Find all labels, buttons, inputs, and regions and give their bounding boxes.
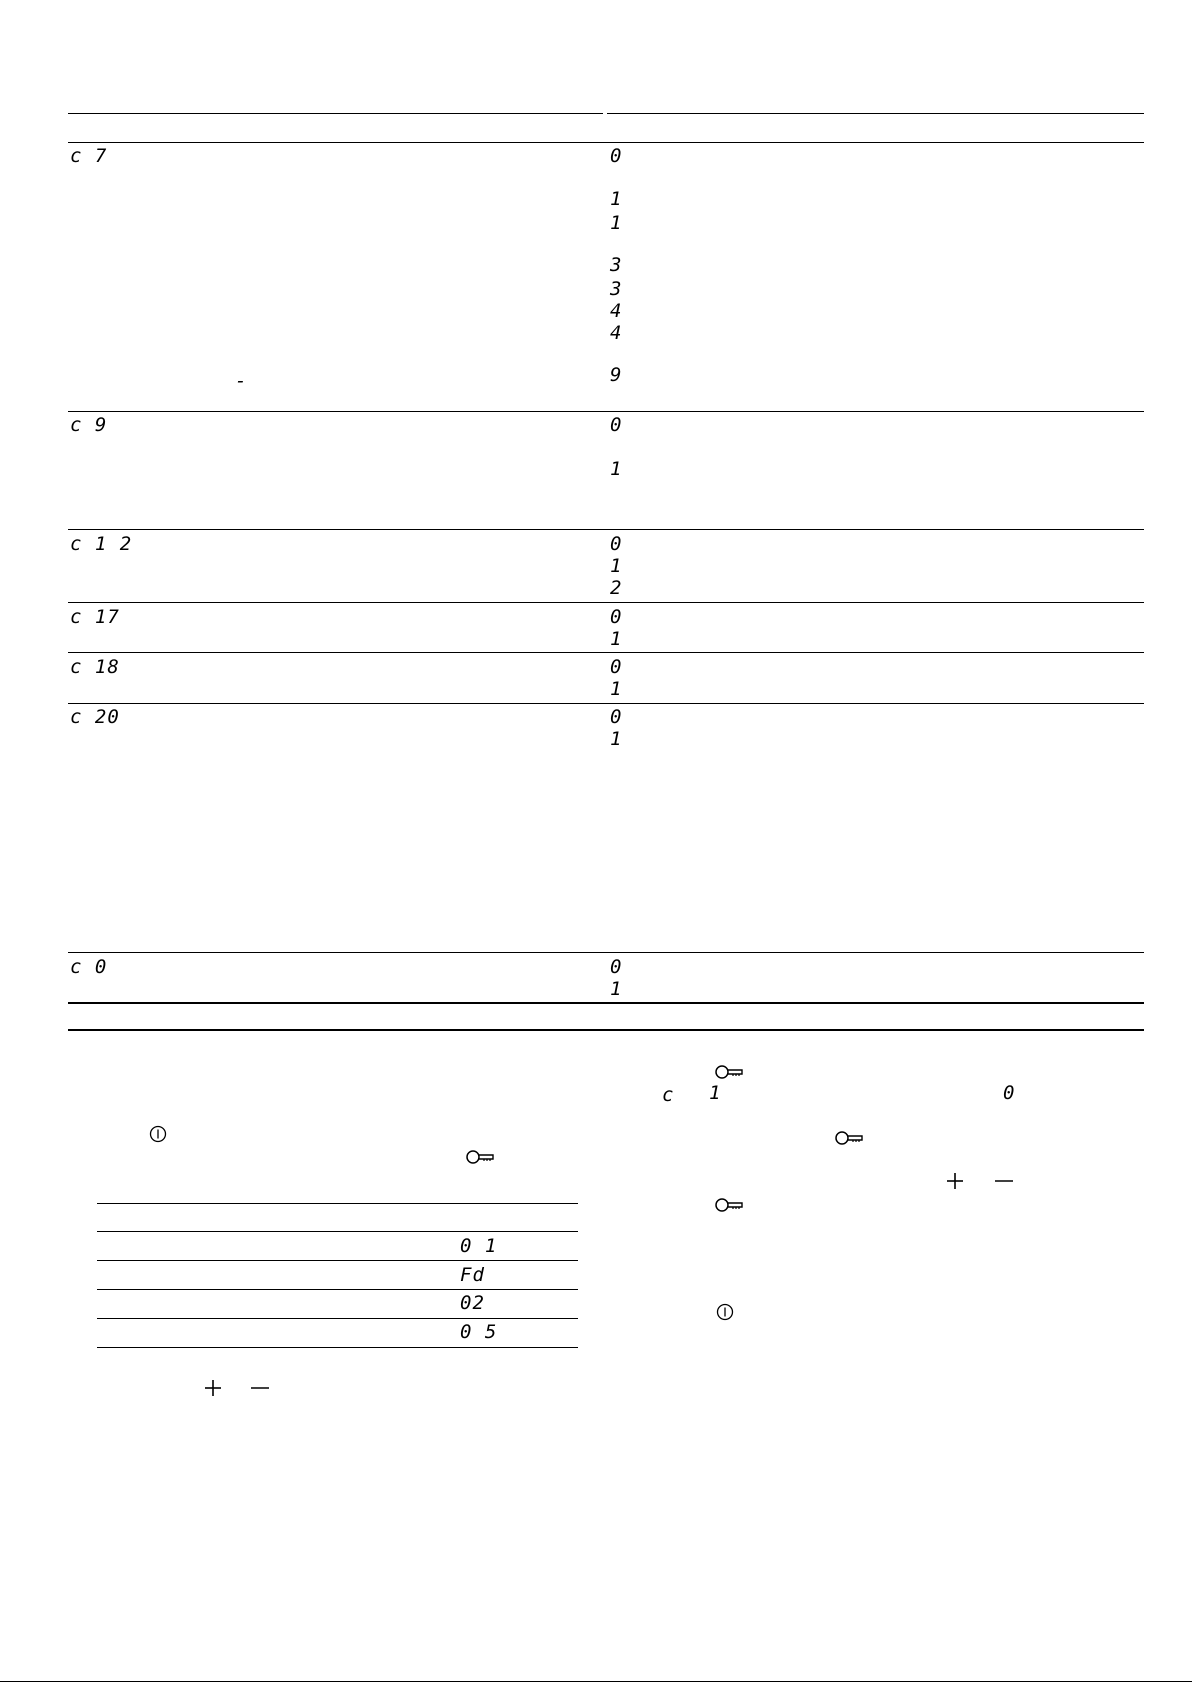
row-divider — [68, 529, 1144, 530]
table-header-rule — [68, 142, 1144, 143]
power-icon — [716, 1303, 734, 1326]
setting-code: c 0 — [70, 956, 108, 978]
setting-value: 1 — [610, 188, 623, 210]
setting-value: 9 — [610, 364, 623, 386]
table-top-rule-right — [607, 113, 1144, 114]
key-lock-icon — [835, 1130, 865, 1151]
setting-code: c 18 — [70, 656, 120, 678]
display-value: 0 5 — [460, 1321, 498, 1343]
setting-code: c 20 — [70, 706, 120, 728]
setting-value: 0 — [610, 956, 623, 978]
display-value: 0 1 — [460, 1235, 498, 1257]
row-divider — [68, 652, 1144, 653]
setting-value: 0 — [610, 145, 623, 167]
setting-value: 4 — [610, 300, 623, 322]
setting-value: 1 — [610, 678, 623, 700]
plus-icon — [204, 1379, 222, 1402]
display-table-top-rule — [97, 1203, 578, 1204]
table-bottom-rule — [68, 1002, 1144, 1004]
display-value: 02 — [460, 1292, 485, 1314]
setting-code: c 17 — [70, 606, 120, 628]
setting-value: 4 — [610, 322, 623, 344]
setting-code: c 7 — [70, 145, 108, 167]
setting-value: 1 — [610, 555, 623, 577]
power-icon — [149, 1125, 167, 1148]
setting-value: 0 — [610, 414, 623, 436]
setting-value: 1 — [610, 728, 623, 750]
display-row-divider — [97, 1289, 578, 1290]
setting-value: 0 — [610, 656, 623, 678]
row-divider — [68, 602, 1144, 603]
setting-value: 2 — [610, 577, 623, 599]
display-row-divider — [97, 1318, 578, 1319]
display-table-bottom-rule — [97, 1347, 578, 1348]
setting-value: 1 — [610, 212, 623, 234]
setting-value: 1 — [610, 458, 623, 480]
setting-code: c 9 — [70, 414, 108, 436]
setting-value: 3 — [610, 278, 623, 300]
section-rule — [68, 1029, 1144, 1031]
setting-code: c 1 2 — [70, 533, 133, 555]
setting-value: 3 — [610, 254, 623, 276]
display-row-divider — [97, 1260, 578, 1261]
minus-icon — [250, 1379, 270, 1402]
display-value: Fd — [460, 1264, 485, 1286]
display-table-header-rule — [97, 1231, 578, 1232]
setting-value: 0 — [610, 606, 623, 628]
display-c: c — [662, 1084, 675, 1106]
key-lock-icon — [715, 1197, 745, 1218]
display-one: 1 — [709, 1082, 722, 1104]
page-footer-rule — [0, 1681, 1192, 1682]
display-zero: 0 — [1003, 1082, 1016, 1104]
key-lock-icon — [466, 1149, 496, 1170]
minus-icon — [994, 1172, 1014, 1195]
row-divider — [68, 703, 1144, 704]
row-divider — [68, 952, 1144, 953]
setting-value: 0 — [610, 533, 623, 555]
plus-icon — [946, 1172, 964, 1195]
table-top-rule-left — [68, 113, 603, 114]
setting-value: 1 — [610, 628, 623, 650]
setting-value: 1 — [610, 978, 623, 1000]
setting-note: - — [235, 370, 248, 392]
row-divider — [68, 411, 1144, 412]
setting-value: 0 — [610, 706, 623, 728]
